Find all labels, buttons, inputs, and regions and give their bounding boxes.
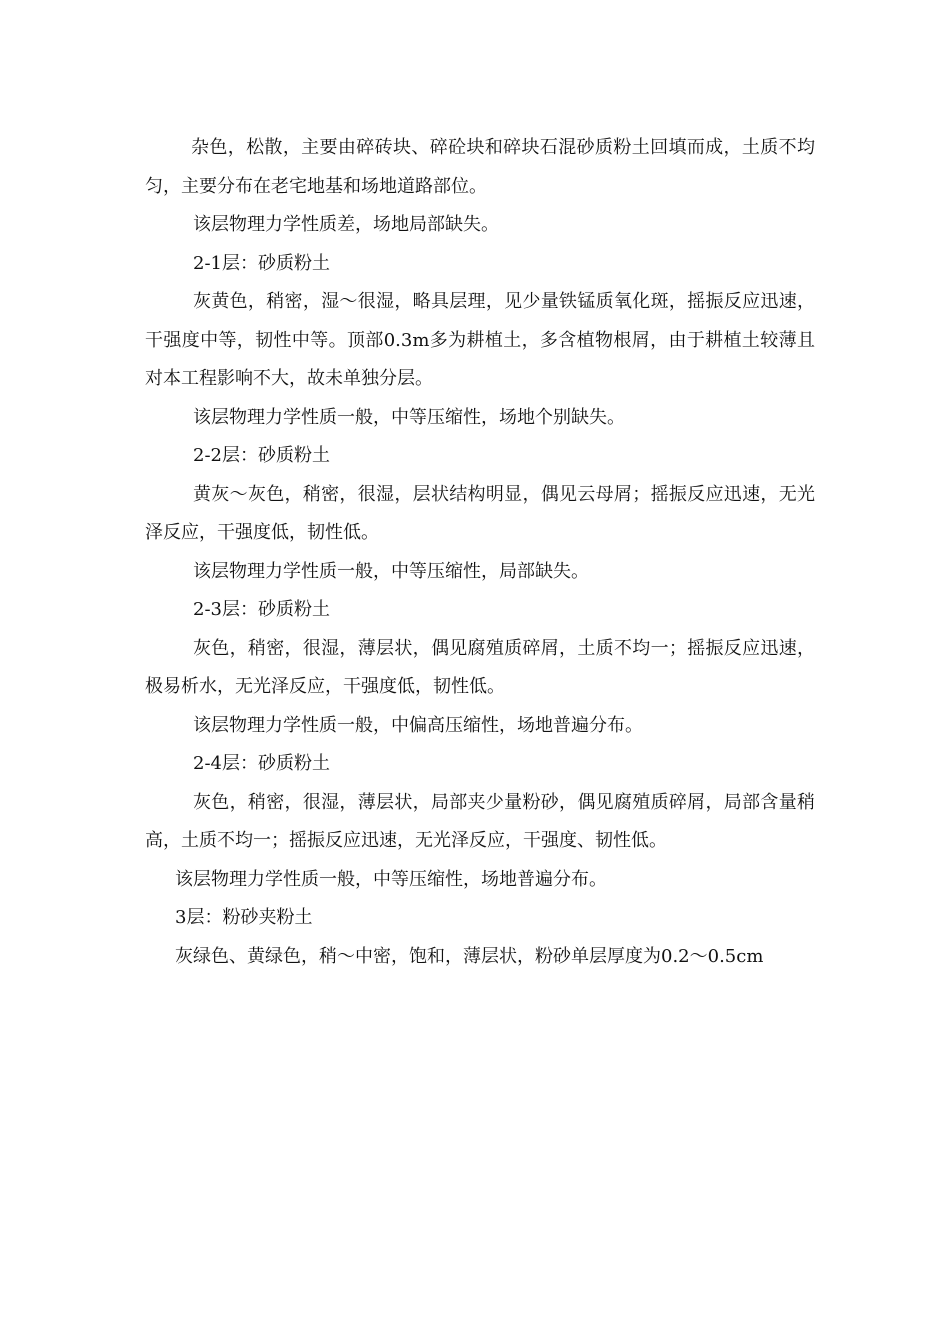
- document-body: [145, 129, 815, 976]
- layer-heading-3: 3层：粉砂夹粉土: [175, 907, 313, 928]
- paragraph-2-2-description: 黄灰～灰色，稍密，很湿，层状结构明显，偶见云母屑；摇振反应迅速，无光泽反应，干强度低，韧性低。: [145, 483, 815, 543]
- paragraph-2-4-property: 该层物理力学性质一般，中等压缩性，场地普遍分布。: [175, 868, 607, 890]
- layer-heading-2-4: 2-4层：砂质粉土: [193, 753, 330, 774]
- paragraph-2-2-property: 该层物理力学性质一般，中等压缩性，局部缺失。: [193, 560, 589, 582]
- paragraph-fill-property: 该层物理力学性质差，场地局部缺失。: [193, 214, 499, 235]
- paragraph-2-1-description: 灰黄色，稍密，湿～很湿，略具层理，见少量铁锰质氧化斑，摇振反应迅速，干强度中等，韧性中等。顶部0.3m多为耕植土，多含植物根屑，由于耕植土较薄且对本工程影响不大，故未单独分层。: [145, 291, 815, 389]
- paragraph-3-description: 灰绿色、黄绿色，稍～中密，饱和，薄层状，粉砂单层厚度为0.2～0.5cm: [175, 945, 764, 967]
- paragraph-2-4-description: 灰色，稍密，很湿，薄层状，局部夹少量粉砂，偶见腐殖质碎屑，局部含量稍高，土质不均一；摇振反应迅速，无光泽反应，干强度、韧性低。: [145, 791, 815, 851]
- paragraph-2-3-property: 该层物理力学性质一般，中偏高压缩性，场地普遍分布。: [193, 714, 643, 736]
- paragraph-2-3-description: 灰色，稍密，很湿，薄层状，偶见腐殖质碎屑，土质不均一；摇振反应迅速，极易析水，无光泽反应，干强度低，韧性低。: [145, 637, 815, 697]
- layer-heading-2-3: 2-3层：砂质粉土: [193, 599, 330, 620]
- paragraph-fill-description: 杂色，松散，主要由碎砖块、碎砼块和碎块石混砂质粉土回填而成，土质不均匀，主要分布在老宅地基和场地道路部位。: [145, 137, 815, 197]
- layer-heading-2-2: 2-2层：砂质粉土: [193, 445, 330, 466]
- layer-heading-2-1: 2-1层：砂质粉土: [193, 252, 330, 274]
- paragraph-2-1-property: 该层物理力学性质一般，中等压缩性，场地个别缺失。: [193, 406, 625, 428]
